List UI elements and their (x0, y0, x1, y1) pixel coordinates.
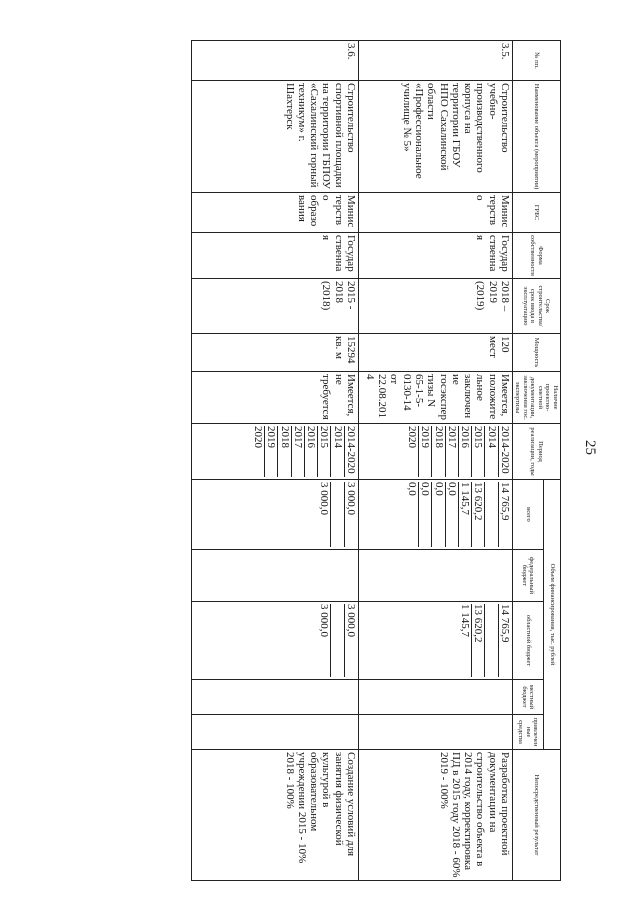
header-federal: федеральный бюджет (513, 550, 544, 602)
row-federal (359, 550, 513, 602)
row-private (359, 715, 513, 750)
header-funding: Объем финансирования, тыс. рублей (544, 480, 561, 750)
row-result: Создание условий для занятия физической культурой в образовательном учреждении 2015 - 10% 2018 - 100% (192, 750, 359, 881)
header-docs: Наличие проектно-сметной документации, заключения гос. экспертизы (513, 372, 561, 424)
page-number: 25 (582, 440, 598, 455)
row-num: 3.5. (359, 41, 513, 81)
row-ownership: Государственная (192, 233, 359, 279)
regional-cell: 14 765,9 (498, 604, 511, 677)
header-total: всего (513, 480, 544, 550)
row-years (359, 424, 513, 480)
header-capacity: Мощность (513, 334, 561, 372)
total-cell: 0,0 (405, 482, 418, 496)
row-federal (192, 550, 359, 602)
year-cell: 2014-2020 (344, 426, 357, 477)
total-cell: 3 000,0 (318, 482, 331, 515)
header-num: № пп. (513, 41, 561, 81)
regional-cell: 1 145,7 (459, 604, 472, 637)
row-grbs: Министерство образования (192, 193, 359, 233)
row-total (192, 480, 359, 550)
regional-cell: 3 000,0 (318, 604, 331, 637)
year-cell: 2016 (458, 426, 471, 477)
total-cell: 0,0 (445, 482, 458, 547)
year-cell: 2017 (445, 426, 458, 477)
header-term: Срок строительства/срок ввода в эксплуатацию (513, 279, 561, 334)
total-cell: 0,0 (431, 482, 444, 547)
year-cell: 2020 (405, 426, 418, 448)
year-cell: 2014 (484, 426, 497, 477)
row-name: Строительство учебно-производственного корпуса на территории ГБОУ НПО Сахалинской области «Профессиональное училище № 5» (359, 81, 513, 193)
table-row (192, 41, 359, 881)
row-years (192, 424, 359, 480)
rotated-table-sheet (191, 40, 561, 880)
table-row (359, 41, 513, 881)
total-cell: 0,0 (418, 482, 431, 547)
year-cell: 2020 (251, 426, 264, 448)
row-capacity: 120 мест (359, 334, 513, 372)
row-name: Строительство спортивной площадки на территории ГБПОУ «Сахалинский горный техникум» г. Шахтерск (192, 81, 359, 193)
row-term: 2018 – 2019 (2019) (359, 279, 513, 334)
regional-cell: 13 620,2 (471, 604, 484, 677)
year-cell: 2015 (471, 426, 484, 477)
header-result: Непосредственный результат (513, 750, 561, 881)
year-cell: 2018 (431, 426, 444, 477)
header-regional: областной бюджет (513, 602, 544, 680)
year-cell: 2014-2020 (498, 426, 511, 477)
total-cell: 13 620,2 (471, 482, 484, 547)
total-cell (484, 482, 497, 547)
row-regional (359, 602, 513, 680)
year-cell: 2018 (277, 426, 290, 477)
regional-cell (330, 604, 343, 677)
header-private: привлеченные средства (513, 715, 544, 750)
total-cell: 1 145,7 (458, 482, 471, 547)
construction-table (191, 40, 561, 881)
row-private (192, 715, 359, 750)
row-num: 3.6. (192, 41, 359, 81)
row-total (359, 480, 513, 550)
year-cell: 2019 (264, 426, 277, 477)
header-name: Наименование объекта (мероприятия) (513, 81, 561, 193)
year-cell: 2019 (418, 426, 431, 477)
row-term: 2015 - 2018 (2018) (192, 279, 359, 334)
header-ownership: Форма собственности (513, 233, 561, 279)
total-cell: 14 765,9 (498, 482, 511, 547)
header-period: Период реализации, годы (513, 424, 561, 480)
year-cell: 2016 (304, 426, 317, 477)
year-cell: 2015 (317, 426, 330, 477)
header-local: местный бюджет (513, 680, 544, 715)
total-cell: 3 000,0 (344, 482, 357, 547)
row-grbs: Министерство (359, 193, 513, 233)
row-docs: Имеется, положительное заключение госэкспертизы N 65-1-5-0130-14 от 22.08.2014 (359, 372, 513, 424)
row-regional (192, 602, 359, 680)
row-local (359, 680, 513, 715)
regional-cell: 3 000,0 (344, 604, 357, 677)
row-ownership: Государственная (359, 233, 513, 279)
header-grbs: ГРБС (513, 193, 561, 233)
row-capacity: 15294 кв. м (192, 334, 359, 372)
total-cell (330, 482, 343, 547)
year-cell: 2017 (291, 426, 304, 477)
row-docs: Имеется, не требуется (192, 372, 359, 424)
row-result: Разработка проектной документации на строительство объекта в 2014 году, корректировка ПД в 2015 году 2018 - 60% 2019 - 100% (359, 750, 513, 881)
row-local (192, 680, 359, 715)
year-cell: 2014 (330, 426, 343, 477)
regional-cell (484, 604, 497, 677)
